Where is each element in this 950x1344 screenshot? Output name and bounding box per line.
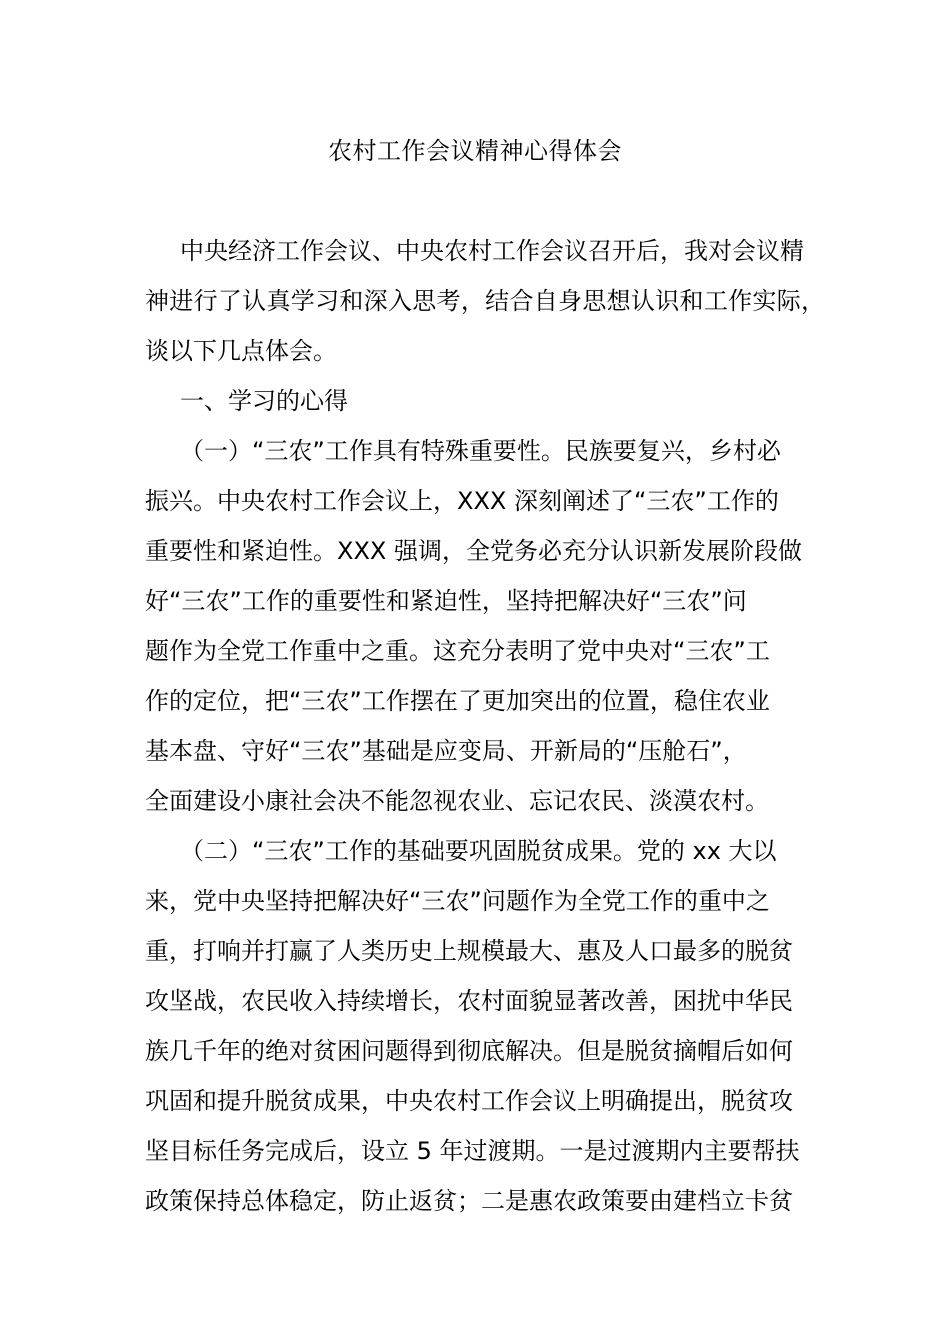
paragraph-line: 中央经济工作会议、中央农村工作会议召开后，我对会议精 — [180, 237, 804, 265]
paragraph-line: （一）“三农”工作具有特殊重要性。民族要复兴，乡村必 — [180, 437, 781, 465]
paragraph-line: 重要性和紧迫性。XXX 强调，全党务必充分认识新发展阶段做 — [145, 537, 802, 565]
section-heading: 一、学习的心得 — [180, 387, 348, 415]
document-title: 农村工作会议精神心得体会 — [328, 137, 622, 165]
paragraph-line: 题作为全党工作重中之重。这充分表明了党中央对“三农”工 — [145, 637, 770, 665]
paragraph-line: 来，党中央坚持把解决好“三农”问题作为全党工作的重中之 — [145, 887, 770, 915]
paragraph-line: 族几千年的绝对贫困问题得到彻底解决。但是脱贫摘帽后如何 — [145, 1037, 793, 1065]
paragraph-line: 重，打响并打赢了人类历史上规模最大、惠及人口最多的脱贫 — [145, 937, 793, 965]
paragraph-line: 巩固和提升脱贫成果，中央农村工作会议上明确提出，脱贫攻 — [145, 1087, 793, 1115]
paragraph-line: （二）“三农”工作的基础要巩固脱贫成果。党的 xx 大以 — [180, 837, 777, 865]
paragraph-line: 好“三农”工作的重要性和紧迫性，坚持把解决好“三农”问 — [145, 587, 747, 615]
paragraph-line: 基本盘、守好“三农”基础是应变局、开新局的“压舱石”， — [145, 737, 747, 765]
paragraph-line: 谈以下几点体会。 — [145, 337, 337, 365]
paragraph-line: 作的定位，把“三农”工作摆在了更加突出的位置，稳住农业 — [145, 687, 770, 715]
paragraph-line: 政策保持总体稳定，防止返贫；二是惠农政策要由建档立卡贫 — [145, 1187, 793, 1215]
paragraph-line: 神进行了认真学习和深入思考，结合自身思想认识和工作实际， — [145, 287, 825, 315]
paragraph-line: 振兴。中央农村工作会议上，XXX 深刻阐述了“三农”工作的 — [145, 487, 779, 515]
paragraph-line: 全面建设小康社会决不能忽视农业、忘记农民、淡漠农村。 — [145, 787, 769, 815]
paragraph-line: 坚目标任务完成后，设立 5 年过渡期。一是过渡期内主要帮扶 — [145, 1137, 800, 1165]
paragraph-line: 攻坚战，农民收入持续增长，农村面貌显著改善，困扰中华民 — [145, 987, 793, 1015]
